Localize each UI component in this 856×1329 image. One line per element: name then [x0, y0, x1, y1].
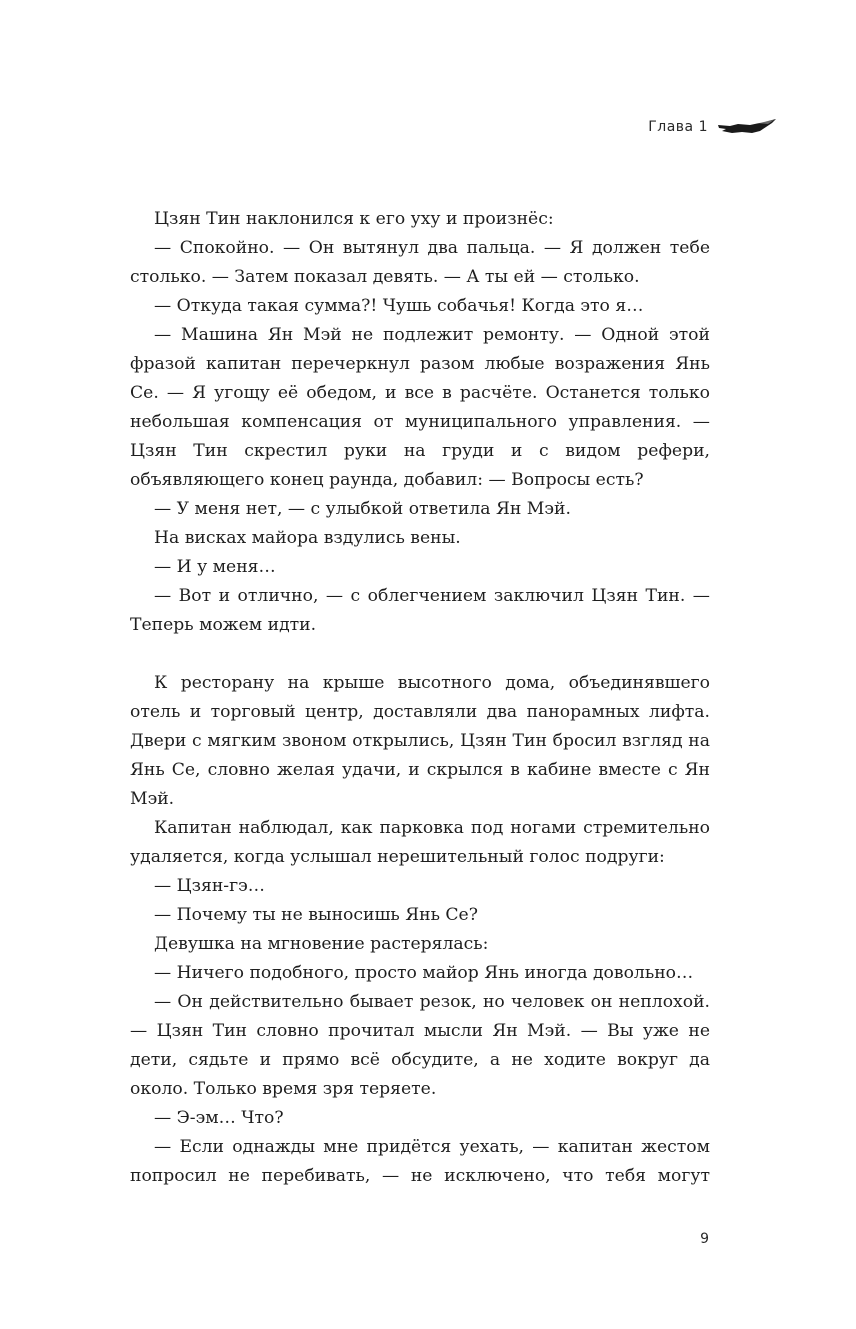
- paragraph: — И у меня…: [154, 557, 276, 577]
- running-head: [648, 116, 778, 138]
- paragraph: — Вот и отлично, — с облегчением заключил Цзян Тин. — Теперь можем идти.: [130, 586, 710, 635]
- paragraph: К ресторану на крыше высотного дома, объединявшего отель и торговый центр, доставляли два панорамных лифта. Двери с мягким звоном открылись, Цзян Тин бросил взгляд на Янь Се, словно желая удачи, и скрылся в кабине вместе с Ян Мэй.: [130, 673, 710, 809]
- paragraph: Девушка на мгновение растерялась:: [154, 934, 489, 954]
- chapter-label: Глава 1: [648, 119, 708, 135]
- paragraph: Цзян Тин наклонился к его уху и произнёс:: [154, 209, 554, 229]
- brushstroke-ornament-icon: [716, 118, 778, 136]
- paragraph: — Цзян-гэ…: [154, 876, 265, 896]
- paragraph: — Спокойно. — Он вытянул два пальца. — Я должен тебе столько. — Затем показал девять. — А ты ей — столько.: [130, 238, 710, 287]
- paragraph: Капитан наблюдал, как парковка под ногами стремительно удаляется, когда услышал нерешительный голос подруги:: [130, 818, 710, 867]
- paragraph: — Откуда такая сумма?! Чушь собачья! Когда это я…: [154, 296, 644, 316]
- paragraph: — У меня нет, — с улыбкой ответила Ян Мэй.: [154, 499, 571, 519]
- paragraph: — Он действительно бывает резок, но человек он неплохой. — Цзян Тин словно прочитал мысли Ян Мэй. — Вы уже не дети, сядьте и прямо всё обсудите, а не ходите вокруг да около. Только время зря теряете.: [130, 992, 710, 1099]
- paragraph: — Почему ты не выносишь Янь Се?: [154, 905, 478, 925]
- paragraph: — Ничего подобного, просто майор Янь иногда довольно…: [154, 963, 694, 983]
- paragraph: — Э-эм… Что?: [154, 1108, 284, 1128]
- body-text: [130, 205, 710, 1191]
- paragraph: На висках майора вздулись вены.: [154, 528, 461, 548]
- paragraph: — Если однажды мне придётся уехать, — капитан жестом попросил не перебивать, — не исключено, что тебя могут: [130, 1137, 710, 1186]
- paragraph: — Машина Ян Мэй не подлежит ремонту. — Одной этой фразой капитан перечеркнул разом любые возражения Янь Се. — Я угощу её обедом, и все в расчёте. Останется только небольшая компенсация от муниципального управления. — Цзян Тин скрестил руки на груди и с видом рефери, объявляющего конец раунда, добавил: — Вопросы есть?: [130, 325, 710, 490]
- page-number: 9: [700, 1231, 709, 1247]
